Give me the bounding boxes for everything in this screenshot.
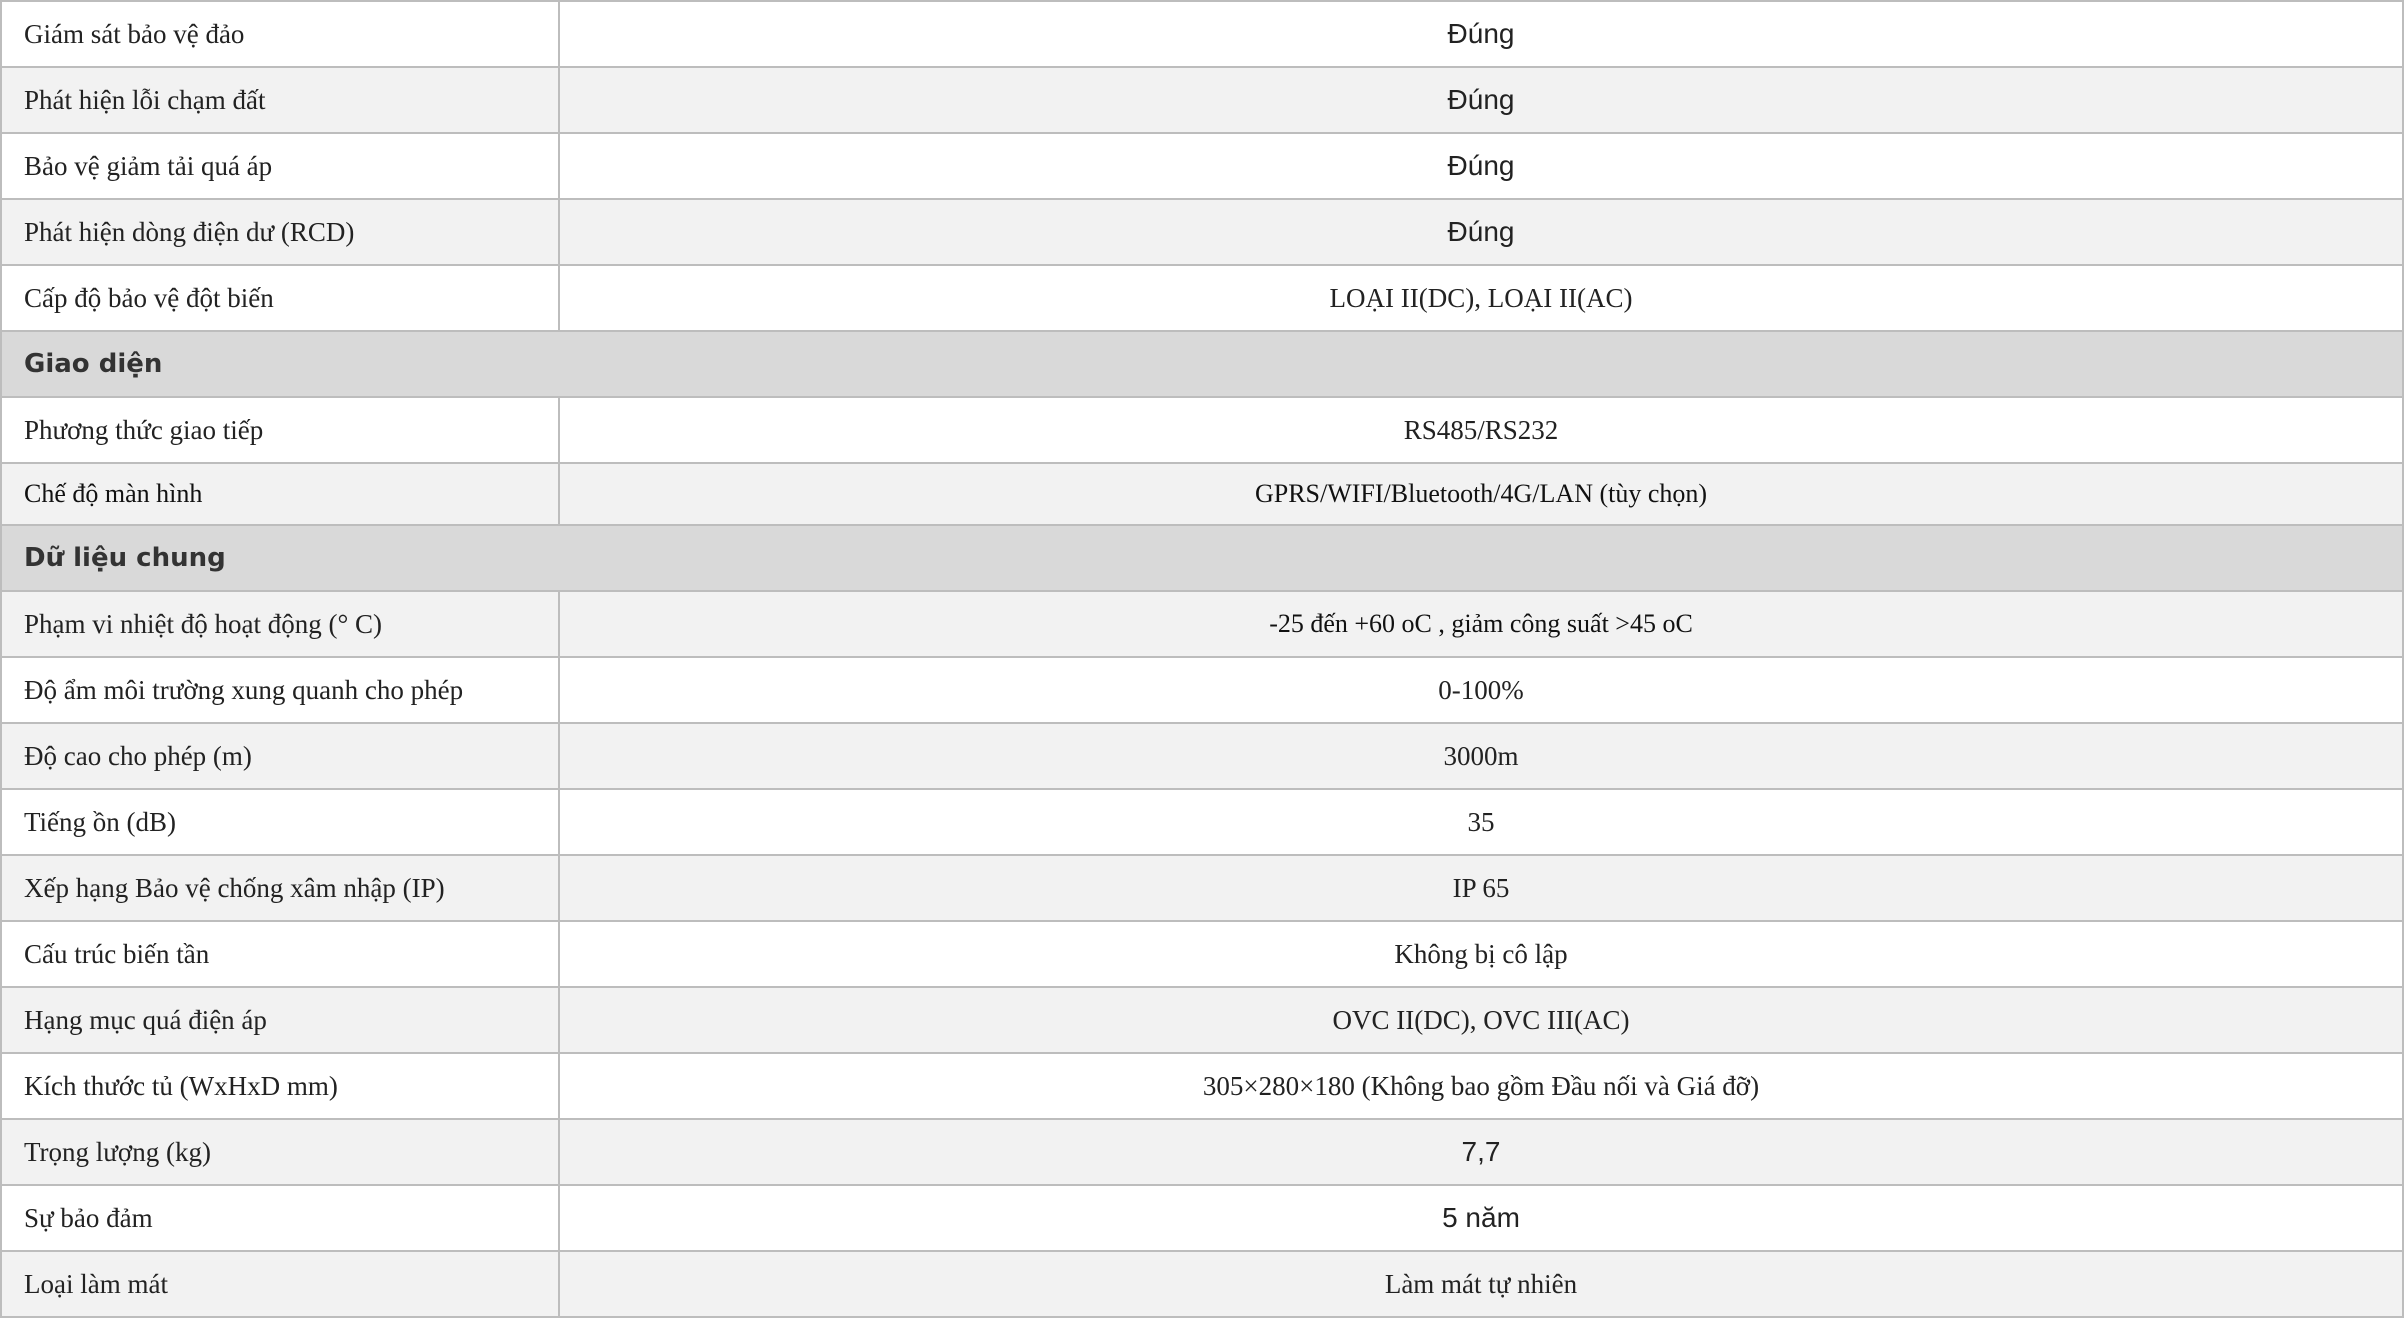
spec-value: Làm mát tự nhiên (559, 1251, 2403, 1317)
spec-value: Đúng (559, 199, 2403, 265)
spec-value: 305×280×180 (Không bao gồm Đầu nối và Giá đỡ) (559, 1053, 2403, 1119)
section-title: Giao diện (1, 331, 2403, 397)
spec-value: 35 (559, 789, 2403, 855)
spec-label: Phạm vi nhiệt độ hoạt động (° C) (1, 591, 559, 657)
spec-value: 0-100% (559, 657, 2403, 723)
spec-label: Độ ẩm môi trường xung quanh cho phép (1, 657, 559, 723)
spec-value: Đúng (559, 133, 2403, 199)
table-row (1, 855, 2403, 921)
section-header-general-data (1, 525, 2403, 591)
spec-label: Sự bảo đảm (1, 1185, 559, 1251)
spec-value: 5 năm (559, 1185, 2403, 1251)
spec-value: Đúng (559, 1, 2403, 67)
table-row (1, 723, 2403, 789)
table-row (1, 1119, 2403, 1185)
spec-value: OVC II(DC), OVC III(AC) (559, 987, 2403, 1053)
spec-value: LOẠI II(DC), LOẠI II(AC) (559, 265, 2403, 331)
spec-value: GPRS/WIFI/Bluetooth/4G/LAN (tùy chọn) (559, 463, 2403, 525)
table-row (1, 987, 2403, 1053)
table-row (1, 1185, 2403, 1251)
table-row (1, 657, 2403, 723)
spec-label: Tiếng ồn (dB) (1, 789, 559, 855)
table-row (1, 133, 2403, 199)
spec-label: Hạng mục quá điện áp (1, 987, 559, 1053)
spec-label: Cấp độ bảo vệ đột biến (1, 265, 559, 331)
table-row (1, 265, 2403, 331)
spec-value: RS485/RS232 (559, 397, 2403, 463)
spec-label: Độ cao cho phép (m) (1, 723, 559, 789)
spec-label: Phương thức giao tiếp (1, 397, 559, 463)
spec-value: Đúng (559, 67, 2403, 133)
table-row (1, 67, 2403, 133)
table-row (1, 789, 2403, 855)
table-row (1, 1251, 2403, 1317)
specification-table-body (1, 1, 2403, 1317)
spec-label: Giám sát bảo vệ đảo (1, 1, 559, 67)
spec-label: Trọng lượng (kg) (1, 1119, 559, 1185)
spec-value: Không bị cô lập (559, 921, 2403, 987)
spec-label: Cấu trúc biến tần (1, 921, 559, 987)
spec-label: Kích thước tủ (WxHxD mm) (1, 1053, 559, 1119)
table-row (1, 397, 2403, 463)
spec-value: 3000m (559, 723, 2403, 789)
table-row (1, 591, 2403, 657)
spec-label: Bảo vệ giảm tải quá áp (1, 133, 559, 199)
spec-label: Xếp hạng Bảo vệ chống xâm nhập (IP) (1, 855, 559, 921)
table-row (1, 1053, 2403, 1119)
table-row (1, 463, 2403, 525)
spec-label: Phát hiện lỗi chạm đất (1, 67, 559, 133)
spec-value: -25 đến +60 oC , giảm công suất >45 oC (559, 591, 2403, 657)
spec-label: Chế độ màn hình (1, 463, 559, 525)
section-header-interface (1, 331, 2403, 397)
spec-label: Loại làm mát (1, 1251, 559, 1317)
table-row (1, 921, 2403, 987)
table-row (1, 1, 2403, 67)
table-row (1, 199, 2403, 265)
section-title: Dữ liệu chung (1, 525, 2403, 591)
spec-value: IP 65 (559, 855, 2403, 921)
spec-value: 7,7 (559, 1119, 2403, 1185)
spec-label: Phát hiện dòng điện dư (RCD) (1, 199, 559, 265)
